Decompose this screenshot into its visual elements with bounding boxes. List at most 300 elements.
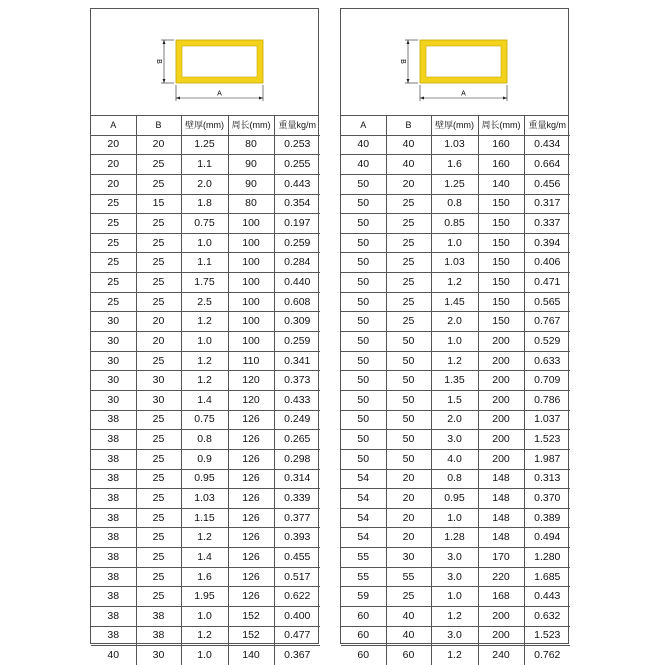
cell-a: 59 [341,587,386,607]
cell-b: 30 [386,548,431,568]
cell-wall-thickness: 1.2 [181,351,228,371]
cell-perimeter: 148 [478,508,524,528]
cell-wall-thickness: 1.25 [431,174,478,194]
cell-wall-thickness: 0.9 [181,449,228,469]
cell-weight: 1.280 [524,548,570,568]
dimension-label-a: A [461,90,466,98]
cell-perimeter: 150 [478,194,524,214]
cell-weight: 0.762 [524,646,570,665]
cell-a: 30 [91,332,136,352]
cell-wall-thickness: 1.35 [431,371,478,391]
cell-wall-thickness: 1.2 [181,312,228,332]
cell-wall-thickness: 1.0 [431,233,478,253]
cell-weight: 0.767 [524,312,570,332]
cell-weight: 0.633 [524,351,570,371]
cell-weight: 0.400 [274,607,320,627]
table-header-row [341,116,570,135]
cell-b: 55 [386,567,431,587]
cell-a: 38 [91,567,136,587]
table-row [341,292,570,312]
cell-a: 38 [91,528,136,548]
spec-table-right [341,116,570,665]
cell-b: 25 [136,587,181,607]
cell-weight: 0.197 [274,214,320,234]
header-perimeter: 周长(mm) [228,116,274,135]
table-row [341,371,570,391]
cell-perimeter: 100 [228,214,274,234]
cell-b: 40 [386,155,431,175]
cell-b: 20 [386,528,431,548]
cell-weight: 0.249 [274,410,320,430]
cell-weight: 0.354 [274,194,320,214]
cell-weight: 0.367 [274,646,320,665]
cell-b: 38 [136,607,181,627]
cell-a: 50 [341,351,386,371]
cell-b: 40 [386,135,431,155]
cell-b: 25 [386,194,431,214]
cell-wall-thickness: 0.85 [431,214,478,234]
table-row [341,214,570,234]
cell-b: 25 [386,233,431,253]
cell-b: 25 [136,253,181,273]
left-spec-panel [90,8,319,662]
cell-weight: 0.389 [524,508,570,528]
cell-a: 50 [341,174,386,194]
table-row [91,253,320,273]
cell-weight: 0.253 [274,135,320,155]
cell-wall-thickness: 0.75 [181,410,228,430]
cell-a: 30 [91,351,136,371]
cell-a: 55 [341,567,386,587]
cell-a: 30 [91,371,136,391]
cell-wall-thickness: 1.03 [181,489,228,509]
table-row [91,371,320,391]
cell-b: 25 [136,214,181,234]
cell-b: 25 [136,273,181,293]
cell-wall-thickness: 1.0 [431,508,478,528]
cell-b: 30 [136,646,181,665]
cell-b: 50 [386,371,431,391]
cell-weight: 0.565 [524,292,570,312]
cell-a: 50 [341,371,386,391]
cell-wall-thickness: 1.0 [181,607,228,627]
header-a: A [91,116,136,135]
cell-wall-thickness: 3.0 [431,567,478,587]
cell-perimeter: 148 [478,469,524,489]
cell-a: 50 [341,194,386,214]
cell-b: 40 [386,626,431,646]
cell-a: 50 [341,332,386,352]
cell-a: 38 [91,607,136,627]
table-row [341,273,570,293]
cell-a: 50 [341,390,386,410]
cell-weight: 0.709 [524,371,570,391]
cell-wall-thickness: 1.03 [431,253,478,273]
cell-perimeter: 126 [228,567,274,587]
cell-perimeter: 100 [228,273,274,293]
cell-perimeter: 126 [228,410,274,430]
table-row [91,449,320,469]
cell-b: 50 [386,430,431,450]
cell-b: 25 [136,292,181,312]
spec-table-left [91,116,320,665]
table-row [341,233,570,253]
cell-perimeter: 126 [228,528,274,548]
cell-weight: 0.443 [274,174,320,194]
cell-weight: 0.443 [524,587,570,607]
cell-perimeter: 200 [478,626,524,646]
table-row [91,155,320,175]
cell-weight: 0.339 [274,489,320,509]
cell-wall-thickness: 1.5 [431,390,478,410]
cell-b: 40 [386,607,431,627]
cell-b: 50 [386,332,431,352]
cell-perimeter: 152 [228,626,274,646]
tube-diagram [341,9,568,116]
cell-b: 25 [136,508,181,528]
table-row [341,607,570,627]
table-row [91,292,320,312]
cell-weight: 0.341 [274,351,320,371]
table-row [341,626,570,646]
cell-perimeter: 170 [478,548,524,568]
table-row [91,390,320,410]
cell-perimeter: 140 [478,174,524,194]
cell-perimeter: 200 [478,430,524,450]
table-row [91,548,320,568]
dimension-label-b: B [155,59,162,64]
table-row [341,469,570,489]
cell-a: 20 [91,155,136,175]
cell-a: 50 [341,233,386,253]
cell-perimeter: 126 [228,469,274,489]
cell-a: 38 [91,430,136,450]
cell-a: 25 [91,214,136,234]
cell-wall-thickness: 1.1 [181,155,228,175]
cell-weight: 0.786 [524,390,570,410]
table-row [341,253,570,273]
table-row [91,489,320,509]
cell-perimeter: 150 [478,253,524,273]
cell-b: 25 [136,233,181,253]
cell-b: 25 [386,292,431,312]
cell-perimeter: 150 [478,233,524,253]
cell-a: 50 [341,273,386,293]
table-row [91,194,320,214]
cell-weight: 0.664 [524,155,570,175]
cell-weight: 0.440 [274,273,320,293]
cell-wall-thickness: 1.03 [431,135,478,155]
cell-perimeter: 100 [228,233,274,253]
cell-weight: 0.456 [524,174,570,194]
cell-b: 50 [386,410,431,430]
cell-wall-thickness: 1.0 [431,587,478,607]
cell-a: 20 [91,174,136,194]
cell-b: 50 [386,449,431,469]
cell-a: 54 [341,508,386,528]
cell-wall-thickness: 1.2 [431,646,478,665]
cell-weight: 0.317 [524,194,570,214]
cell-weight: 0.433 [274,390,320,410]
header-a: A [341,116,386,135]
cell-weight: 0.259 [274,332,320,352]
table-row [91,469,320,489]
table-row [341,489,570,509]
dimension-label-a: A [217,90,222,98]
cell-a: 60 [357,649,370,662]
cell-wall-thickness: 0.75 [181,214,228,234]
cell-weight: 0.309 [274,312,320,332]
cell-perimeter: 110 [228,351,274,371]
table-row [341,312,570,332]
cell-a: 50 [341,430,386,450]
cell-a: 40 [341,135,386,155]
table-row [91,214,320,234]
cell-perimeter: 200 [478,390,524,410]
cell-b: 38 [136,626,181,646]
table-row [341,174,570,194]
table-row [91,528,320,548]
cell-a: 25 [91,273,136,293]
cell-a: 50 [341,292,386,312]
cell-perimeter: 120 [228,371,274,391]
cell-wall-thickness: 4.0 [431,449,478,469]
table-row [91,233,320,253]
cell-wall-thickness: 1.2 [431,351,478,371]
table-row [91,135,320,155]
cell-perimeter: 126 [228,449,274,469]
cell-a: 54 [341,489,386,509]
table-row [341,449,570,469]
dimension-label-b: B [399,59,406,64]
cell-wall-thickness: 2.5 [181,292,228,312]
cell-perimeter: 200 [478,410,524,430]
cell-a: 20 [91,135,136,155]
cell-b: 30 [136,371,181,391]
cell-wall-thickness: 1.45 [431,292,478,312]
cell-weight: 0.434 [524,135,570,155]
cell-a: 50 [341,312,386,332]
cell-wall-thickness: 1.75 [181,273,228,293]
table-row [91,646,320,665]
cell-perimeter: 100 [228,332,274,352]
cell-wall-thickness: 1.25 [181,135,228,155]
cell-a: 30 [91,312,136,332]
cell-a: 50 [341,449,386,469]
table-row [91,273,320,293]
cell-b: 20 [386,469,431,489]
cell-perimeter: 148 [478,489,524,509]
cell-weight: 0.406 [524,253,570,273]
cell-wall-thickness: 1.0 [431,332,478,352]
cell-wall-thickness: 1.2 [431,607,478,627]
cell-perimeter: 168 [478,587,524,607]
cell-a: 38 [91,587,136,607]
tube-inner-hollow [426,46,501,77]
header-weight: 重量kg/m [524,116,570,135]
cell-wall-thickness: 3.0 [431,430,478,450]
cell-wall-thickness: 1.4 [181,390,228,410]
cell-perimeter: 100 [228,312,274,332]
cell-perimeter: 200 [478,371,524,391]
cell-b: 20 [386,508,431,528]
cell-b: 25 [136,489,181,509]
cell-weight: 1.685 [524,567,570,587]
cell-perimeter: 126 [228,430,274,450]
cell-weight: 0.517 [274,567,320,587]
cell-wall-thickness: 0.95 [431,489,478,509]
cell-perimeter: 90 [228,155,274,175]
cell-perimeter: 126 [228,508,274,528]
table-row [341,548,570,568]
cell-weight: 0.373 [274,371,320,391]
cell-weight: 0.377 [274,508,320,528]
cell-perimeter: 220 [478,567,524,587]
cell-b: 20 [136,312,181,332]
table-row [341,587,570,607]
cell-a: 40 [341,155,386,175]
table-row [341,528,570,548]
table-row [91,351,320,371]
cell-perimeter: 126 [228,489,274,509]
cell-a: 38 [91,469,136,489]
cell-wall-thickness: 1.6 [181,567,228,587]
table-row [91,174,320,194]
cell-perimeter: 80 [228,135,274,155]
cell-wall-thickness: 1.0 [181,332,228,352]
cell-b: 25 [136,469,181,489]
cell-a: 54 [341,528,386,548]
cell-b: 25 [386,214,431,234]
table-row [341,194,570,214]
cell-b: 25 [136,548,181,568]
cell-wall-thickness: 2.0 [181,174,228,194]
table-row [91,587,320,607]
table-row [341,567,570,587]
cell-b: 20 [136,332,181,352]
cell-perimeter: 160 [478,135,524,155]
cell-weight: 0.265 [274,430,320,450]
cell-perimeter: 150 [478,292,524,312]
cell-b: 25 [386,587,431,607]
cell-b: 25 [386,253,431,273]
table-row [91,567,320,587]
cell-b: 25 [136,449,181,469]
cell-wall-thickness: 3.0 [431,626,478,646]
table-row [91,312,320,332]
cell-weight: 0.393 [274,528,320,548]
cell-weight: 1.987 [524,449,570,469]
cell-b: 50 [386,351,431,371]
cell-weight: 0.477 [274,626,320,646]
cell-wall-thickness: 1.15 [181,508,228,528]
cell-b: 15 [136,194,181,214]
cell-wall-thickness: 0.95 [181,469,228,489]
rectangular-tube-icon [341,9,568,115]
cell-a: 38 [91,489,136,509]
header-b: B [136,116,181,135]
cell-a: 25 [91,233,136,253]
cell-b: 20 [386,174,431,194]
cell-perimeter: 100 [228,253,274,273]
cell-a: 60 [341,607,386,627]
table-row [341,410,570,430]
cell-b: 25 [136,351,181,371]
table-row [341,430,570,450]
cell-b: 25 [386,312,431,332]
cell-weight: 0.394 [524,233,570,253]
cell-b: 25 [136,155,181,175]
cell-weight: 0.494 [524,528,570,548]
cell-a: 25 [91,253,136,273]
table-row [91,410,320,430]
cell-weight: 0.284 [274,253,320,273]
cell-b: 25 [136,410,181,430]
table-row [91,508,320,528]
cell-weight: 0.337 [524,214,570,234]
table-row [341,155,570,175]
cell-weight: 1.523 [524,430,570,450]
table-row [341,646,570,665]
cell-weight: 0.314 [274,469,320,489]
cell-a: 50 [341,253,386,273]
cell-perimeter: 100 [228,292,274,312]
table-row [341,351,570,371]
cell-a: 40 [107,649,120,662]
cell-wall-thickness: 0.8 [431,469,478,489]
cell-wall-thickness: 2.0 [431,410,478,430]
cell-weight: 0.255 [274,155,320,175]
cell-perimeter: 148 [478,528,524,548]
cell-weight: 0.471 [524,273,570,293]
cell-perimeter: 80 [228,194,274,214]
cell-perimeter: 200 [478,607,524,627]
cell-wall-thickness: 1.2 [431,273,478,293]
cell-a: 30 [91,390,136,410]
cell-wall-thickness: 0.8 [431,194,478,214]
header-b: B [386,116,431,135]
cell-b: 20 [386,489,431,509]
cell-weight: 0.298 [274,449,320,469]
table-row [341,390,570,410]
cell-b: 25 [136,567,181,587]
header-perimeter: 周长(mm) [478,116,524,135]
cell-a: 38 [91,508,136,528]
cell-perimeter: 200 [478,351,524,371]
cell-a: 55 [341,548,386,568]
cell-weight: 1.523 [524,626,570,646]
table-row [341,508,570,528]
cell-weight: 1.037 [524,410,570,430]
cell-perimeter: 160 [478,155,524,175]
cell-a: 25 [91,194,136,214]
cell-wall-thickness: 1.0 [181,233,228,253]
cell-perimeter: 126 [228,548,274,568]
cell-b: 60 [386,646,431,665]
table-row [91,332,320,352]
tube-diagram [91,9,318,116]
cell-weight: 0.608 [274,292,320,312]
cell-a: 38 [91,626,136,646]
cell-weight: 0.259 [274,233,320,253]
cell-wall-thickness: 1.95 [181,587,228,607]
cell-wall-thickness: 1.0 [181,646,228,665]
table-header-row [91,116,320,135]
cell-b: 25 [136,528,181,548]
header-wall-thickness: 壁厚(mm) [181,116,228,135]
cell-b: 25 [136,430,181,450]
cell-b: 20 [136,135,181,155]
